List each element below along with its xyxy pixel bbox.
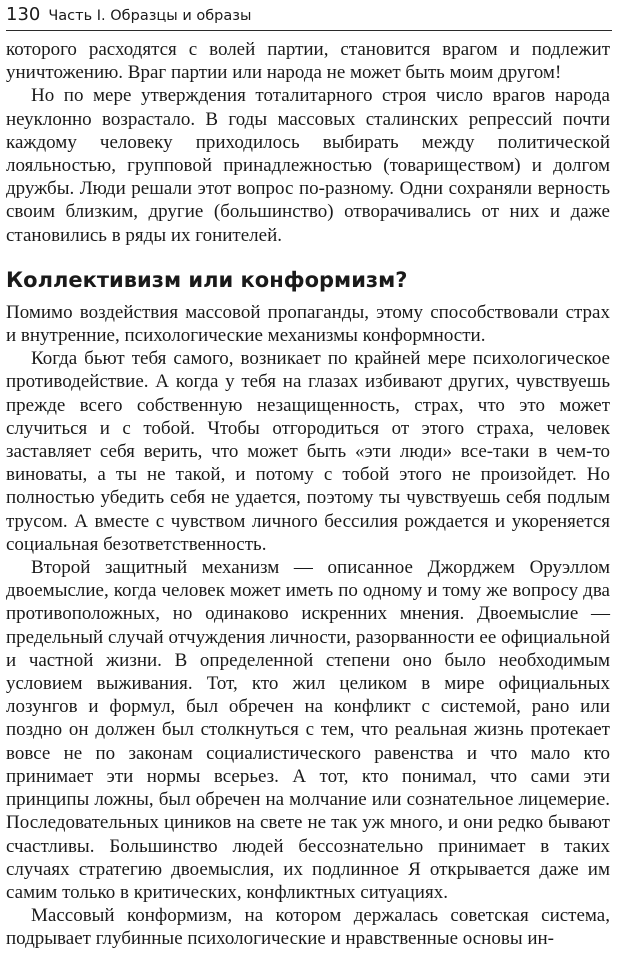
paragraph-enemies: Но по мере утверждения тоталитарного строя число врагов народа неуклонно возрастало. В годы массовых сталинских репрессий почти каждому человеку приходилось выбирать между политической лояльностью, групповой принадлежностью (товариществом) и долгом дружбы. Люди решали этот вопрос по-разному. Одни сохраняли верность своим близким, другие (большинство) отворачивались от них и даже становились в ряды их гонителей. <box>6 85 610 246</box>
section-heading: Коллективизм или конформизм? <box>6 267 408 292</box>
paragraph-propaganda: Помимо воздействия массовой пропаганды, этому способствовали страх и внутренние, психологические механизмы конформности. <box>6 301 610 347</box>
page-number: 130 <box>6 4 41 25</box>
page-body <box>6 38 610 951</box>
paragraph-conformism: Массовый конформизм, на котором держалась советская система, подрывает глубинные психологические и нравственные основы ин- <box>6 905 610 950</box>
running-head: Часть I. Образцы и образы <box>48 8 252 24</box>
paragraph-continued: которого расходятся с волей партии, становится врагом и подлежит уничтожению. Враг партии или народа не может быть моим другом! <box>6 39 610 84</box>
paragraph-doublethink: Второй защитный механизм — описанное Джорджем Оруэллом двоемыслие, когда человек может иметь по одному и тому же вопросу два противоположных, но одинаково искренних мнения. Двоемыслие — предельный случай отчуждения личности, разорванности ее официальной и частной жизни. В определенной степени оно было необходимым условием выживания. Тот, кто жил целиком в мире официальных лозунгов и формул, был обречен на конфликт с системой, рано или поздно он должен был столкнуться с тем, что реальная жизнь протекает вовсе не по законам социалистического равенства и что мало кто принимает эти нормы всерьез. А тот, кто понимал, что сами эти принципы ложны, был обречен на молчание или сознательное лицемерие. Последовательных циников на свете не так уж много, и они редко бывают счастливы. Большинство людей бессознательно принимает в таких случаях стратегию двоемыслия, их подлинное Я открывается даже им самим только в критических, конфликтных ситуациях. <box>6 557 610 903</box>
page-header <box>6 2 612 31</box>
paragraph-fear: Когда бьют тебя самого, возникает по крайней мере психологическое противодействие. А когда у тебя на глазах избивают других, чувствуешь прежде всего собственную незащищенность, страх, что это может случиться и с тобой. Чтобы отгородиться от этого страха, человек заставляет себя верить, что может быть «эти люди» все-таки в чем-то виноваты, а ты не такой, и потому с тобой этого не произойдет. Но полностью убедить себя не удается, поэтому ты чувствуешь себя подлым трусом. А вместе с чувством личного бессилия рождается и укореняется социальная безответственность. <box>6 348 610 555</box>
